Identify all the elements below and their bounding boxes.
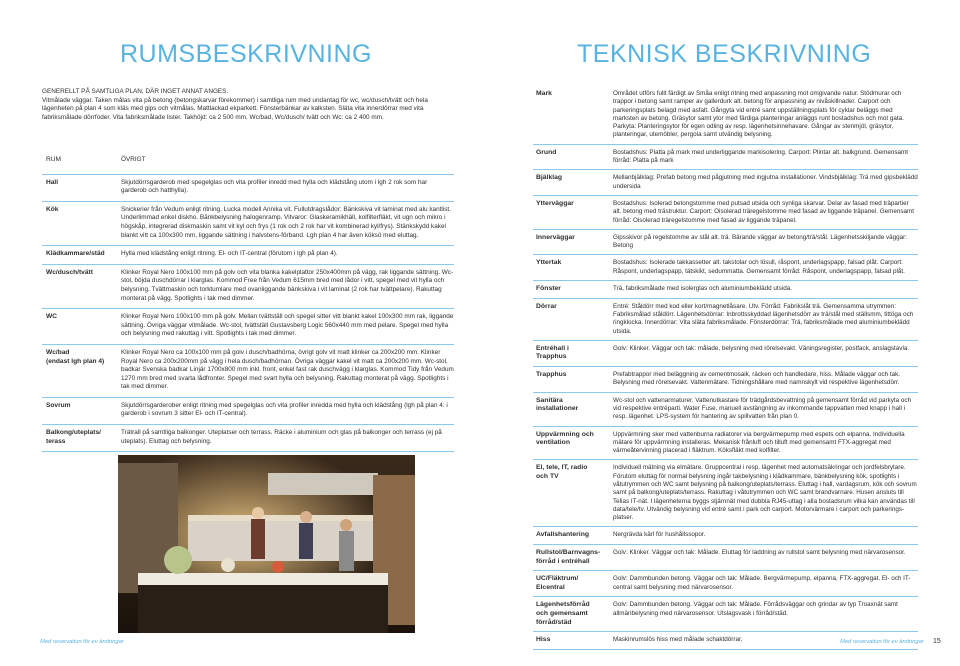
tech-row — [533, 145, 918, 171]
row-label: Ytterväggar — [536, 199, 574, 207]
technical-table — [533, 86, 918, 650]
row-label: Mark — [536, 90, 552, 97]
row-label: Fönster — [536, 285, 561, 293]
row-text: Mellanbjälklag: Prefab betong med pågjutning med ingjutna installationer. Vindsbjälklag: Trä med gipsbeklädd undersida — [613, 174, 918, 190]
row-text: Skjutdörrsgarderob med spegelglas och vita profiler inredd med hylla och klädstång utom i lgh 2 rok som har garderob och hatthylla). — [121, 178, 428, 195]
room-table-header — [42, 148, 454, 175]
row-label: Dörrar — [536, 302, 557, 310]
tech-row — [533, 299, 918, 341]
room-row — [42, 175, 454, 202]
page-number: 15 — [933, 638, 941, 645]
intro-heading: GENERELLT PÅ SAMTLIGA PLAN, DÄR INGET ANNAT ANGES. — [42, 88, 229, 95]
row-label: Kök — [46, 205, 59, 213]
row-text: Wc-stol och vattenarmaturer. Vattenutkastare för trädgårdsbevattning på gemensamt förråd vid parkyta och vid respektive entréparti. Water Fuse, manuell avstängning av inkommande tappvatten med knapp i hall i resp. lägenhet. LPS-system för hantering av spillvatten från plan 0. — [613, 396, 912, 421]
row-label: Lägenhetsförråd och gemensamt förråd/städ — [536, 601, 590, 626]
room-row — [42, 425, 454, 452]
row-label: UC/Fläktrum/ Elcentral — [536, 575, 579, 591]
room-table — [42, 148, 454, 452]
row-text: Trä, fabriksmålade med isolerglas och aluminiumbeklädd utsida. — [613, 285, 792, 293]
row-label: Rullstol/Barnvagns- förråd i entréhall — [536, 549, 601, 565]
row-text: Hylla med klädstång enligt ritning. El- och IT-central (förutom i lgh på plan 4). — [121, 250, 338, 258]
header-room: RUM — [46, 156, 62, 163]
kitchen-photo — [118, 455, 415, 633]
row-text: Golv: Dammbunden betong. Väggar och tak: Målade. Förrådsväggar och grindar av typ Troaxnät samt allmänbelysning med närvarosensor. Utslagsvask i förråd/städ. — [613, 601, 898, 617]
tech-row — [533, 341, 918, 367]
tech-row — [533, 460, 918, 527]
row-label: Wc/bad (endast lgh plan 4) — [46, 348, 105, 365]
row-text: Individuell mätning via elmätare. Gruppcentral i resp. lägenhet med automatsäkringar och jordfelsbrytare. Förutom eluttag för normal belysning ingår takbelysning i klädkammare, bänkbelysning kök, spotlights i våtutrymmen och WC samt belysning på balkong/uteplats/terrass. Eluttag i hall, vardagsrum, kök och sovrum samt på balkong/uteplats/terrass. Rakuttag i våtutrymmen och WC samt brandvarnare. Husen ansluts till Telias IT-nät. I lägenheterna byggs stjärnnät med dubbla RJ45-uttag i alla bostadsrum vilka kan användas till data/tele/tv. Utvändig belysning vid entré samt i park och carport. Motorvärmare i carport och parkerings-platser. — [613, 464, 917, 522]
room-row — [42, 309, 454, 345]
row-text: Skjutdörrsgarderober enligt ritning med spegelglas och vita profiler inredda med hylla och klädstång (lgh på plan 4: i garderob i sovrum 3 sitter El- och IT-central). — [121, 401, 448, 418]
row-label: Grund — [536, 148, 557, 156]
row-label: El, tele, IT, radio och TV — [536, 464, 588, 480]
footer-disclaimer-left: Med reservation för ev ändringar — [40, 639, 124, 645]
row-text: Golv: Klinker. Väggar och tak: målade, belysning med rörelsevakt. Väningsregister, postfack, anslagstavla. — [613, 344, 910, 352]
row-text: Bostadshus: Isolerade takkassetter alt. takstolar och lösull, råspont, underlagspapp, falsad plåt. Carport: Råspont, underlagspapp, tätskikt, sedummatta. Gemensamt förråd: Råspont, underlagspapp, falsad plåt. — [613, 259, 905, 275]
row-label: Sovrum — [46, 401, 71, 409]
row-label: Yttertak — [536, 259, 562, 267]
tech-row — [533, 367, 918, 393]
row-label: Uppvärmning och ventilation — [536, 430, 594, 447]
tech-row — [533, 393, 918, 427]
row-label: Sanitära installationer — [536, 396, 579, 413]
tech-row — [533, 427, 918, 461]
page-title-teknisk-beskrivning: TEKNISK BESKRIVNING — [577, 40, 872, 68]
row-text: Prefabtrappor med beläggning av cementmosaik, räcken och handledare, hiss. Målade väggar och tak. Belysning med rörelsevakt. Vattenmätare. Tidningshållare med namnskylt vid respektive lägenhetsdörr. — [613, 371, 901, 387]
row-label: Klädkammare/städ — [46, 250, 105, 258]
tech-row — [533, 86, 918, 145]
room-row — [42, 345, 454, 398]
tech-row — [533, 255, 918, 281]
general-intro — [42, 88, 437, 122]
row-text: Gipsskivor på regelstomme av stål alt. trä. Bärande väggar av betong/trä/stål. Lägenhetsskiljande väggar: Betong — [613, 233, 908, 250]
row-label: Trapphus — [536, 371, 567, 379]
room-row — [42, 265, 454, 309]
tech-row — [533, 527, 918, 545]
row-label: Bjälklag — [536, 174, 563, 182]
row-text: Snickerier från Vedum enligt ritning. Lucka modell Annika vit. Fullutdragslådor: Bänkskiva vit laminat med alu kantlist. Underlimmad enkel diskho. Bänkbelysning halogenramp. Vitvaror: Glaskeramikhäll, kolfilterfläkt, vit ugn och mikro i högskåp, integrerad diskmaskin samt vit kyl och frys (1 rok och 2 rok har vit kombinerad kyl/frys). Stänkskydd kakel blankt vitt ca 100x300 mm, liggande sättning i halvstens-förband. Lgh plan 4 har även köksö med eluttag. — [121, 205, 451, 239]
row-label: Wc/dusch/tvätt — [46, 268, 93, 276]
room-row — [42, 202, 454, 246]
tech-row — [533, 170, 918, 196]
row-label: Innerväggar — [536, 233, 575, 241]
footer-disclaimer-right: Med reservation för ev ändringar — [840, 639, 924, 645]
room-row — [42, 246, 454, 265]
row-text: Klinker Royal Nero 100x100 mm på golv och vita blanka kakelplattor 250x400mm på vägg, rak liggande sättning. Wc-stol, böjda duschdörrar i klarglas. Kommod Free från Vedum 615mm bred med lådor i vitt, spegel med vit hylla och belysning. Tvättmaskin och torktumlare med ovanliggande bänkskiva i vit laminat (2 rok har tvättpelare). Rakuttag monterat på vägg. Spotlights i tak med dimmer. — [121, 268, 454, 302]
row-text: Klinker Royal Nero ca 100x100 mm på golv i dusch/badhörna, övrigt golv vit matt klinker ca 200x200 mm. Klinker Royal Nero ca 200x200mm på vägg i hela dusch/badhörnan. Övriga väggar kakel vit matt ca 200x200 mm. Wc-stol, badkar Svenska badkar Linjär 1700x800 mm inkl. front, enkel fast rak duschvägg i klarglas. Kommod Tidy från Vedum 1270 mm bred med svarta lådfronter. Spegel med svart hylla och belysning. Rakuttag monterat på vägg. Spotlights i tak med dimmer. — [121, 348, 454, 391]
row-label: Entréhall i Trapphus — [536, 344, 569, 361]
page-title-rumsbeskrivning: RUMSBESKRIVNING — [120, 40, 372, 68]
tech-row — [533, 571, 918, 597]
row-text: Entré: Ståldörr med kod eller kort/magnetlåsare. Utv. Förråd: Fabrikslåt trä. Gemensamma utrymmen: Fabriksmålad ståldörr. Lägenhetsdörrar: Inbrottsskyddad lägenhetsdörr av trä/stål med ställsmm, tittögа och ringklocka. Innerdörrar: Vita släta fabriksmålade. Fönsterdörrar: Trä, fabriksmålade med aluminiumbeklädd utsida. — [613, 302, 914, 335]
row-text: Golv: Klinker. Väggar och tak: Målade. Eluttag för laddning av rullstol samt belysning med närvarosensor. — [613, 549, 906, 557]
tech-row — [533, 597, 918, 632]
room-row — [42, 398, 454, 425]
row-text: Maskinrumslös hiss med målade schaktdörrar. — [613, 636, 743, 644]
tech-row — [533, 281, 918, 299]
row-label: WC — [46, 313, 57, 321]
row-text: Bostadshus: Isolerad betongstomme med putsad utsida och synliga skarvar. Delar av fasad med träpartier alt. betong med trästruktur. Carport: Oisolerad träregelstomme med fasad av liggande träpanel. Gemensamt förråd: Oisolerad träregelstomme med fasad av liggande träpanel. — [613, 199, 914, 224]
header-other: ÖVRIGT — [121, 156, 146, 163]
room-rows — [42, 175, 454, 453]
kitchen-photo-image — [118, 455, 415, 633]
row-label: Hall — [46, 178, 59, 186]
row-label: Hiss — [536, 636, 551, 644]
tech-row — [533, 230, 918, 256]
row-text: Uppvärmning sker med vattenburna radiatorer via bergvärmepump med espets och elpanna. Individuella mätare för uppvärmning installeras. Mekanisk frånluft och tilluft med gemensamt FTX-aggregat med värmeåtervinning placerad i fläktrum. Köksfläkt med kolfilter. — [613, 430, 905, 455]
row-text: Klinker Royal Nero 100x100 mm på golv. Mellan tvättställ och spegel sitter vitt blankt kakel 100x300 mm rak, liggande sättning. Övriga väggar vitmålade. Wc-stol, tvättställ Gustavsberg Logic 560x440 mm med pelare. Spegel med hylla och belysning med rakuttag i vitt. Spotlights i tak med dimmer. — [121, 313, 454, 338]
tech-row — [533, 545, 918, 571]
row-label: Balkong/uteplats/ terass — [46, 429, 101, 445]
tech-row — [533, 196, 918, 230]
intro-text: Vitmålade väggar. Taken målas vita på betong (betongskarvar förekommer) i samtliga rum med undantag för wc, wc/dusch/tvätt och hela lägenheten på plan 4 som kläs med gips och vitmålas. Mattlackad ekparkett. Fönsterbänkar av kalksten. Släta vita innerdörrar med vita fabriksmålade dörrfoder. Vita fabriksmålade lister. Takhöjd: ca 2 500 mm. Wc/bad, Wc/dusch/ tvätt och Wc: ca 2 400 mm. — [42, 96, 428, 121]
row-text: Trätrall på samtliga balkonger. Uteplatser och terrass. Räcke i aluminium och glas på balkonger och terrass (ej på uteplats). Eluttag och belysning. — [121, 429, 442, 445]
row-text: Bostadshus: Platta på mark med underliggande markisolering. Carport: Plintar alt. balkgrund. Gemensamt förråd: Platta på mark — [613, 148, 909, 165]
row-text: Golv: Dammbunden betong. Väggar och tak: Målade. Bergvärmepump, elpanna, FTX-aggregat. El- och IT-central samt belysning med närvarosensor. — [613, 575, 911, 591]
row-label: Avfallshantering — [536, 531, 590, 539]
row-text: Nergrävda kärl för hushållssopor. — [613, 531, 706, 539]
row-text: Området utförs fullt färdigt av Småa enligt ritning med anpassning mot omgivande natur. Stödmurar och trappor i betong samt ramper av gallerdurk alt. betong för anpassning av nivåskillnader. Carport och parkeringsplats belagd med asfalt. Gångyta vid entré samt uppställningsplats för cyklar beläggs med marksten av betong. Gräsytor samt ytor med färdiga planteringar anläggs runt bostadshus och mot gata. Parkyta: Planteringsytor för egen odling av resp. lägenhetsinnehavare. Gångar av stenmjöl, gräsytor, planteringar, utemöbler, pergola samt utvändig belysning. — [613, 90, 904, 139]
